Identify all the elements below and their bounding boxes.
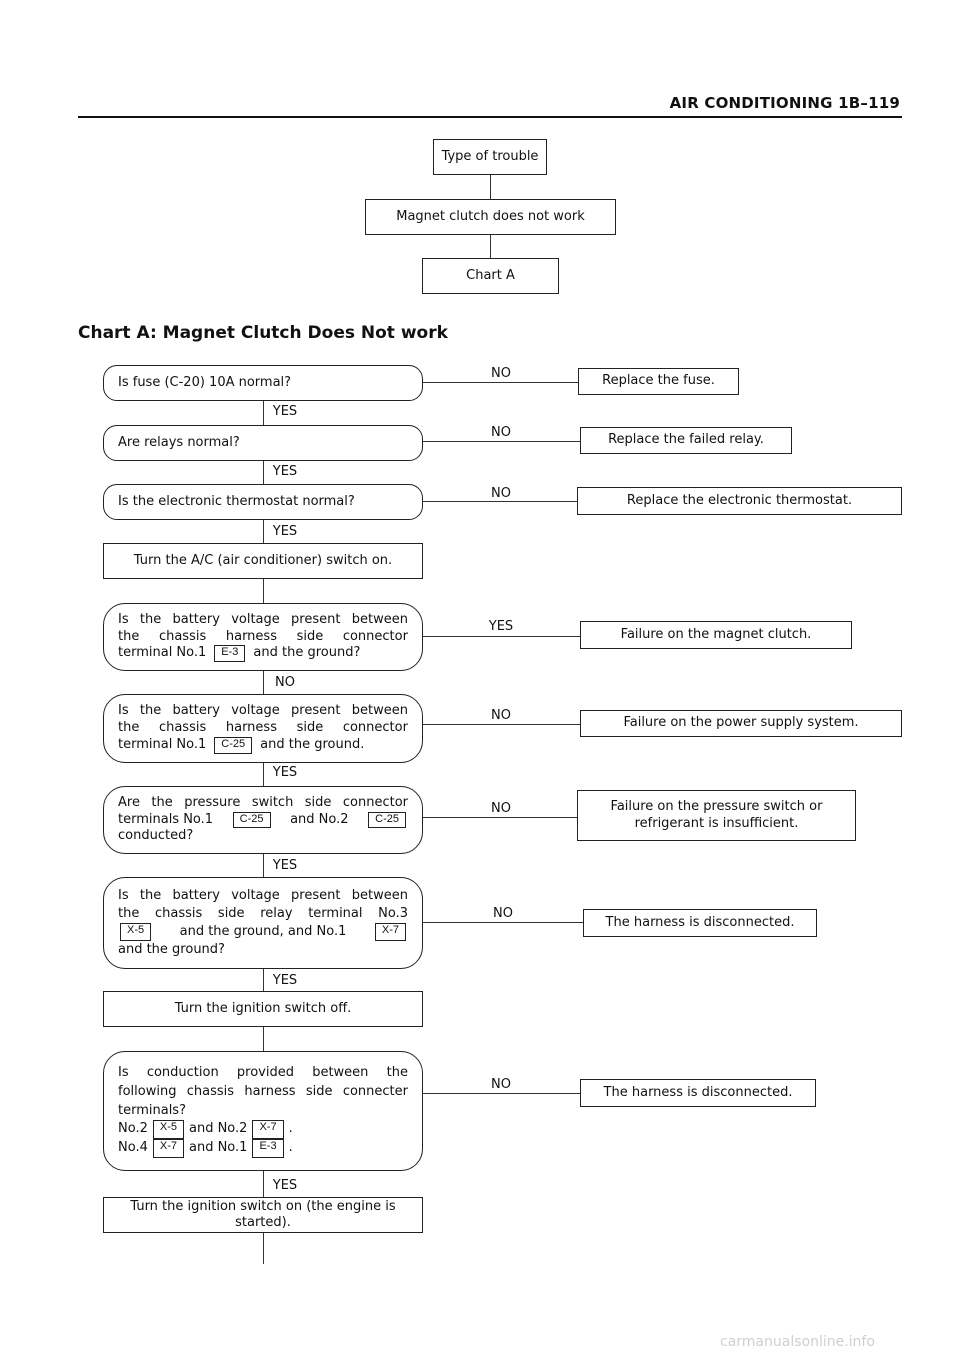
yes-label: YES [272,524,298,539]
word: relay [260,906,293,922]
yes-label: YES [272,858,298,873]
action-ignition-off: Turn the ignition switch off. [103,991,423,1027]
word: terminal [308,906,363,922]
word: the [118,628,140,644]
word: present [291,888,341,904]
branch-line [423,724,580,725]
connector-tag: E-3 [214,645,245,662]
question-line [118,645,408,662]
question-line [118,1064,408,1083]
branch-line [423,922,583,923]
connector-line [490,235,491,258]
word: between [351,703,408,719]
connector-tag: C-25 [233,812,271,829]
question-line [118,812,408,829]
question-line [118,629,408,646]
action-ac-switch-on: Turn the A/C (air conditioner) switch on. [103,543,423,579]
branch-line [423,817,577,818]
word: battery [172,888,220,904]
question-text: and the ground. [260,736,365,752]
question-line [118,612,408,629]
symptom-box: Magnet clutch does not work [365,199,616,235]
question-line: conducted? [118,828,194,844]
branch-line [423,1093,580,1094]
result-power-supply-failure: Failure on the power supply system. [580,710,902,737]
branch-line [423,441,580,442]
yes-label: YES [272,765,298,780]
word: pressure [184,794,241,810]
question-conduction-check [103,1051,423,1171]
word: battery [172,703,220,719]
word: the [386,1064,408,1080]
word: chassis [158,720,207,736]
word: the [139,888,162,904]
question-text: and the ground? [253,645,361,661]
chart-ref-box: Chart A [422,258,559,294]
header-rule [78,116,902,118]
branch-line [423,501,577,502]
word: Are [118,794,140,810]
question-line [118,1120,408,1139]
word: side [304,794,332,810]
question-text: Are relays normal? [118,434,240,450]
type-of-trouble-box: Type of trouble [433,139,547,175]
word: the [118,906,140,922]
word: connecter [342,1083,408,1099]
no-label: NO [275,675,295,690]
word: side [305,1083,333,1099]
question-text: . [288,1140,293,1156]
word: Is [118,888,129,904]
question-line [118,1083,408,1102]
word: voltage [231,703,280,719]
no-label: NO [491,425,511,440]
word: the [139,703,162,719]
question-pressure-switch [103,786,423,854]
word: harness [244,1083,296,1099]
connector-tag: X-5 [153,1120,184,1139]
word: following [118,1083,177,1099]
question-text: terminal No.1 [118,645,207,661]
question-line [118,737,408,754]
word: Is [118,703,129,719]
chart-title: Chart A: Magnet Clutch Does Not work [78,323,448,343]
page-header: AIR CONDITIONING 1B–119 [669,94,900,112]
question-relays [103,425,423,461]
question-line [118,1139,408,1158]
question-battery-voltage-c25 [103,694,423,763]
word: between [351,611,408,627]
branch-line [423,636,580,637]
no-label: NO [491,486,511,501]
connector-line [490,175,491,199]
word: side [217,906,245,922]
question-text: . [288,1121,293,1137]
connector-tag: E-3 [252,1139,283,1158]
question-relay-terminal-voltage [103,877,423,969]
result-harness-disconnected-1: The harness is disconnected. [583,909,817,937]
word: voltage [231,611,280,627]
question-line [118,703,408,720]
word: connector [342,720,408,736]
word: chassis [154,906,203,922]
result-pressure-switch-failure: Failure on the pressure switch or refrigerant is insufficient. [577,790,856,841]
no-label: NO [491,1077,511,1092]
question-text: terminal No.1 [118,736,207,752]
word: the [139,611,162,627]
word: No.3 [378,906,408,922]
word: present [291,703,341,719]
word: harness [225,628,277,644]
question-line [118,887,408,905]
question-text: terminals No.1 [118,811,214,827]
result-magnet-clutch-failure: Failure on the magnet clutch. [580,621,852,649]
question-line [118,905,408,923]
question-text: Is fuse (C-20) 10A normal? [118,374,292,390]
flow-line [263,579,264,603]
word: side [296,720,324,736]
word: chassis [186,1083,235,1099]
connector-tag: X-7 [375,923,406,941]
question-battery-voltage-e3 [103,603,423,671]
question-text: and No.1 [188,1140,248,1156]
question-fuse [103,365,423,401]
word: Is [118,611,129,627]
word: connector [342,794,408,810]
word: harness [225,720,277,736]
yes-label: YES [272,1178,298,1193]
question-text: and No.2 [290,811,349,827]
question-line [118,795,408,812]
word: connector [342,628,408,644]
word: present [291,611,341,627]
question-line: and the ground? [118,941,225,957]
yes-label: YES [272,464,298,479]
question-text: Is the electronic thermostat normal? [118,493,355,509]
question-text: No.2 [118,1121,148,1137]
word: between [312,1064,369,1080]
yes-label: YES [272,973,298,988]
connector-tag: X-5 [120,923,151,941]
word: provided [236,1064,294,1080]
word: conduction [146,1064,219,1080]
question-text: and the ground, and No.1 [179,924,347,939]
result-replace-relay: Replace the failed relay. [580,427,792,454]
result-replace-thermostat: Replace the electronic thermostat. [577,487,902,515]
word: side [296,628,324,644]
no-label: NO [491,366,511,381]
connector-tag: X-7 [252,1120,283,1139]
result-replace-fuse: Replace the fuse. [578,368,739,395]
question-text: No.4 [118,1140,148,1156]
yes-label: YES [488,619,514,634]
result-harness-disconnected-2: The harness is disconnected. [580,1079,816,1107]
no-label: NO [491,708,511,723]
word: Is [118,1064,129,1080]
question-thermostat [103,484,423,520]
word: the [151,794,173,810]
branch-line [423,382,578,383]
watermark: carmanualsonline.info [720,1334,875,1350]
action-ignition-on: Turn the ignition switch on (the engine is started). [103,1197,423,1233]
flow-line [263,1027,264,1051]
connector-tag: X-7 [153,1139,184,1158]
no-label: NO [493,906,513,921]
connector-tag: C-25 [368,812,406,829]
word: switch [251,794,294,810]
question-line: terminals? [118,1102,186,1118]
word: voltage [231,888,280,904]
yes-label: YES [272,404,298,419]
word: between [351,888,408,904]
word: battery [172,611,220,627]
question-line [118,720,408,737]
connector-tag: C-25 [214,737,252,754]
question-line [118,923,408,941]
flow-line [263,1233,264,1264]
question-text: and No.2 [188,1121,248,1137]
no-label: NO [491,801,511,816]
word: chassis [158,628,207,644]
word: the [118,720,140,736]
